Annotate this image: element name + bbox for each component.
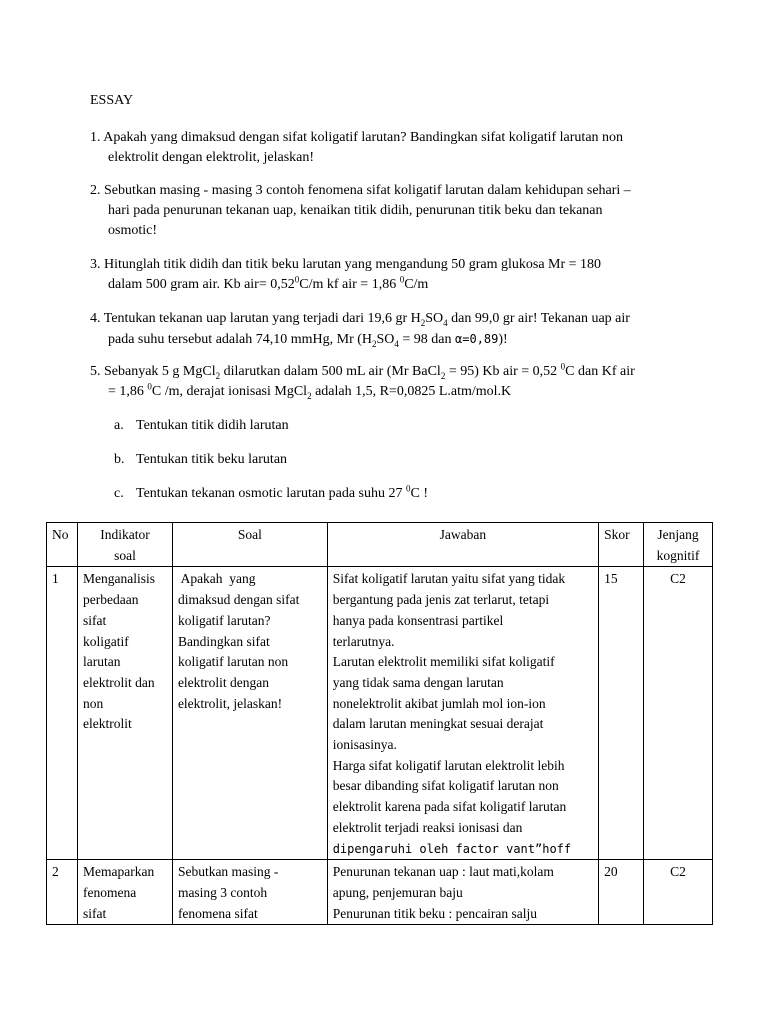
header-text: soal — [114, 547, 136, 563]
q4-alpha-value: α=0,89 — [455, 332, 499, 346]
cell-text: ionisasinya. — [332, 737, 397, 753]
table-header-row — [47, 523, 713, 567]
cell-jawaban — [327, 567, 598, 860]
subscript: 2 — [307, 390, 312, 401]
question-3-line-2 — [90, 275, 690, 295]
cell-text: Sebutkan masing - — [177, 864, 279, 880]
cell-text: non — [82, 695, 104, 711]
question-5-line-1 — [90, 361, 635, 381]
header-text: kognitif — [656, 547, 700, 563]
subscript: 4 — [394, 338, 399, 349]
header-skor: Skor — [599, 523, 644, 567]
cell-text: dimaksud dengan sifat — [177, 592, 300, 608]
table-row — [47, 860, 713, 925]
header-jenjang — [644, 523, 713, 567]
subscript: 2 — [372, 338, 377, 349]
header-text: Jenjang — [657, 527, 699, 542]
cell-text: Menganalisis — [82, 571, 155, 587]
q3-text-a: dalam 500 gram air. Kb air= 0,52 — [108, 277, 295, 292]
cell-text: bergantung pada jenis zat terlarut, tetapi — [332, 592, 550, 608]
q5-text-b: dilarutkan dalam 500 mL air (Mr BaCl — [220, 364, 441, 379]
cell-text: elektrolit dengan — [177, 674, 270, 690]
cell-text: Larutan elektrolit memiliki sifat koligatif — [332, 654, 555, 670]
subscript: 2 — [420, 317, 426, 328]
cell-text: hanya pada konsentrasi partikel — [332, 612, 504, 628]
cell-text: koligatif larutan? — [177, 612, 271, 628]
cell-text: Penurunan tekanan uap : laut mati,kolam — [332, 864, 554, 880]
q4-text-a: 4. Tentukan tekanan uap larutan yang terjadi dari 19,6 gr H — [90, 311, 421, 326]
header-indikator — [77, 523, 172, 567]
degree-superscript: 0 — [399, 274, 405, 285]
q4-text-e: SO — [376, 332, 395, 347]
cell-text: fenomena — [82, 884, 137, 900]
cell-jenjang: C2 — [644, 567, 713, 860]
q4-text-g: )! — [498, 332, 508, 347]
q4-text-d: pada suhu tersebut adalah 74,10 mmHg, Mr (H — [108, 332, 372, 347]
cell-skor: 15 — [599, 567, 644, 860]
sub-question-text: Tentukan tekanan osmotic larutan pada suhu 27 — [136, 486, 406, 501]
cell-skor: 20 — [599, 860, 644, 925]
cell-text: masing 3 contoh — [177, 884, 268, 900]
q5-text-e: = 1,86 — [108, 384, 148, 399]
q5-text-d: C dan Kf air — [565, 364, 635, 379]
cell-text: elektrolit karena pada sifat koligatif larutan — [332, 799, 567, 815]
cell-text: Harga sifat koligatif larutan elektrolit lebih — [332, 757, 565, 773]
q5-text-a: 5. Sebanyak 5 g MgCl — [90, 364, 216, 379]
question-2-line-2: hari pada penurunan tekanan uap, kenaikan titik didih, penurunan titik beku dan tekanan — [108, 203, 603, 218]
cell-text: larutan — [82, 654, 121, 670]
cell-text: nonelektrolit akibat jumlah mol ion-ion — [332, 695, 546, 711]
cell-text: Penurunan titik beku : pencairan salju — [332, 905, 538, 921]
rubric-table — [46, 522, 713, 925]
cell-text: yang tidak sama dengan larutan — [332, 674, 504, 690]
question-2 — [90, 181, 690, 241]
cell-soal — [172, 567, 327, 860]
essay-heading: ESSAY — [90, 93, 134, 108]
degree-superscript: 0 — [147, 381, 152, 392]
question-3 — [90, 255, 690, 295]
cell-soal — [172, 860, 327, 925]
header-soal: Soal — [172, 523, 327, 567]
question-1-line-2: elektrolit dengan elektrolit, jelaskan! — [108, 150, 315, 165]
sub-question-label: c. — [114, 486, 124, 501]
cell-text: fenomena sifat — [177, 905, 258, 921]
q4-text-f: = 98 dan — [398, 332, 456, 347]
cell-text: elektrolit dan — [82, 674, 155, 690]
cell-text: sifat — [82, 612, 107, 628]
sub-question-label: b. — [114, 452, 125, 467]
q3-text-c: C/m — [404, 277, 429, 292]
degree-superscript: 0 — [560, 361, 566, 372]
q4-text-c: dan 99,0 gr air! Tekanan uap air — [447, 311, 630, 326]
sub-question-c — [114, 484, 428, 504]
sub-question-label: a. — [114, 418, 124, 433]
q5-text-f: C /m, derajat ionisasi MgCl — [151, 384, 308, 399]
cell-text: elektrolit terjadi reaksi ionisasi dan — [332, 819, 523, 835]
question-1-line-1: 1. Apakah yang dimaksud dengan sifat koligatif larutan? Bandingkan sifat koligatif larutan non — [90, 130, 624, 145]
header-jawaban: Jawaban — [327, 523, 598, 567]
cell-text: elektrolit — [82, 716, 132, 732]
question-4-line-2 — [90, 329, 690, 350]
subscript: 2 — [440, 370, 446, 381]
question-2-line-3: osmotic! — [108, 223, 157, 238]
cell-text: dipengaruhi oleh factor vant”hoff — [332, 841, 572, 856]
cell-jenjang: C2 — [644, 860, 713, 925]
cell-text: elektrolit, jelaskan! — [177, 695, 283, 711]
cell-no: 1 — [47, 567, 78, 860]
q4-text-b: SO — [425, 311, 444, 326]
subscript: 4 — [443, 317, 448, 328]
sub-question-text: Tentukan titik beku larutan — [136, 452, 288, 467]
question-2-line-1: 2. Sebutkan masing - masing 3 contoh fenomena sifat koligatif larutan dalam kehidupan sehari – — [90, 183, 631, 198]
question-4-line-1 — [90, 311, 630, 326]
question-4 — [90, 309, 690, 350]
degree-superscript: 0 — [406, 483, 411, 494]
cell-text: terlarutnya. — [332, 633, 395, 649]
cell-text: sifat — [82, 905, 107, 921]
sub-question-text: Tentukan titik didih larutan — [136, 418, 289, 433]
cell-text: perbedaan — [82, 592, 139, 608]
cell-text: Memaparkan — [82, 864, 155, 880]
q5-text-c: = 95) Kb air = 0,52 — [445, 364, 561, 379]
q3-text-b: C/m kf air = 1,86 — [299, 277, 400, 292]
subscript: 2 — [215, 370, 221, 381]
table-row — [47, 567, 713, 860]
sub-question-b — [114, 450, 287, 470]
cell-indikator — [77, 860, 172, 925]
sub-question-text-end: C ! — [410, 486, 428, 501]
cell-text: apung, penjemuran baju — [332, 884, 463, 900]
q5-text-g: adalah 1,5, R=0,0825 L.atm/mol.K — [311, 384, 512, 399]
cell-text: besar dibanding sifat koligatif larutan non — [332, 778, 559, 794]
header-no: No — [47, 523, 78, 567]
sub-question-a — [114, 416, 289, 436]
cell-text: Apakah yang — [177, 571, 256, 587]
cell-no: 2 — [47, 860, 78, 925]
cell-text: koligatif larutan non — [177, 654, 289, 670]
question-5 — [90, 362, 690, 402]
question-3-line-1: 3. Hitunglah titik didih dan titik beku larutan yang mengandung 50 gram glukosa Mr = 180 — [90, 257, 602, 272]
cell-text: dalam larutan meningkat sesuai derajat — [332, 716, 544, 732]
cell-text: Sifat koligatif larutan yaitu sifat yang tidak — [332, 571, 566, 587]
question-5-line-2 — [90, 382, 690, 402]
degree-superscript: 0 — [294, 274, 300, 285]
cell-text: Bandingkan sifat — [177, 633, 270, 649]
question-1 — [90, 128, 690, 168]
cell-jawaban — [327, 860, 598, 925]
cell-text: koligatif — [82, 633, 129, 649]
cell-indikator — [77, 567, 172, 860]
header-text: Indikator — [100, 527, 150, 542]
